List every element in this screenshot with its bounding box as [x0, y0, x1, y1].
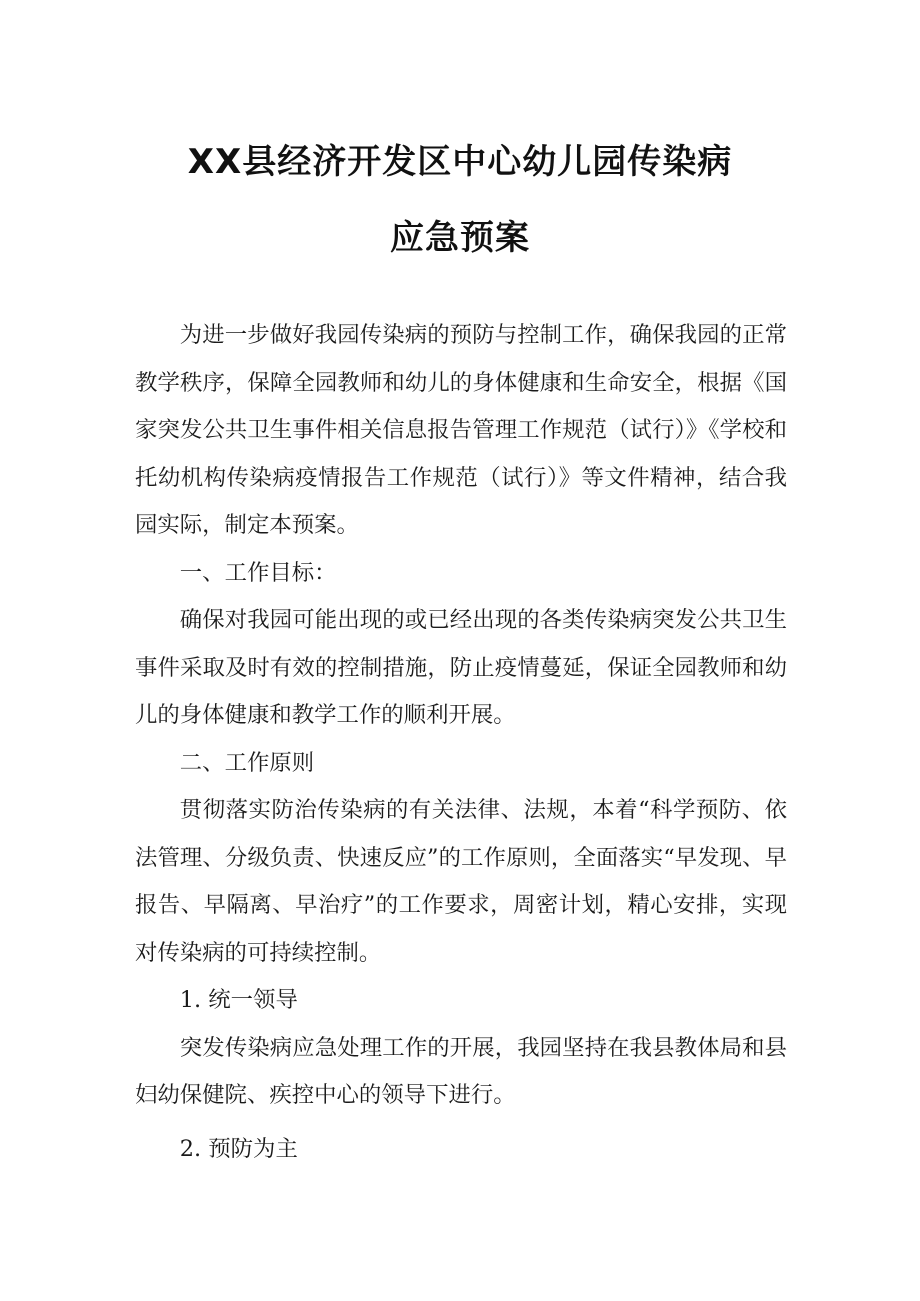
subheading-prevention-first: 2. 预防为主: [179, 1135, 298, 1162]
subheading-unified-leadership: 1. 统一领导: [179, 987, 298, 1013]
document-title-line-2: 应急预案: [390, 218, 530, 258]
paragraph-principles: 贯彻落实防治传染病的有关法律、法规，本着“科学预防、依法管理、分级负责、快速反应”的工作原则，全面落实“早发现、早报告、早隔离、早治疗”的工作要求，周密计划，精心安排，实现对传染病的可持续控制。: [135, 797, 787, 966]
document-body: [135, 312, 787, 1173]
section-heading-principles: 二、工作原则: [179, 749, 315, 776]
document-title-line-1: XX县经济开发区中心幼儿园传染病: [187, 142, 733, 182]
paragraph-unified-leadership: 突发传染病应急处理工作的开展，我园坚持在我县教体局和县妇幼保健院、疾控中心的领导下进行。: [135, 1034, 787, 1108]
paragraph-intro: 为进一步做好我园传染病的预防与控制工作，确保我园的正常教学秩序，保障全园教师和幼儿的身体健康和生命安全，根据《国家突发公共卫生事件相关信息报告管理工作规范（试行）》《学校和托幼机构传染病疫情报告工作规范（试行）》等文件精神，结合我园实际，制定本预案。: [135, 322, 787, 538]
section-heading-goals: 一、工作目标：: [179, 559, 337, 586]
paragraph-goals: 确保对我园可能出现的或已经出现的各类传染病突发公共卫生事件采取及时有效的控制措施，防止疫情蔓延，保证全园教师和幼儿的身体健康和教学工作的顺利开展。: [135, 607, 787, 728]
